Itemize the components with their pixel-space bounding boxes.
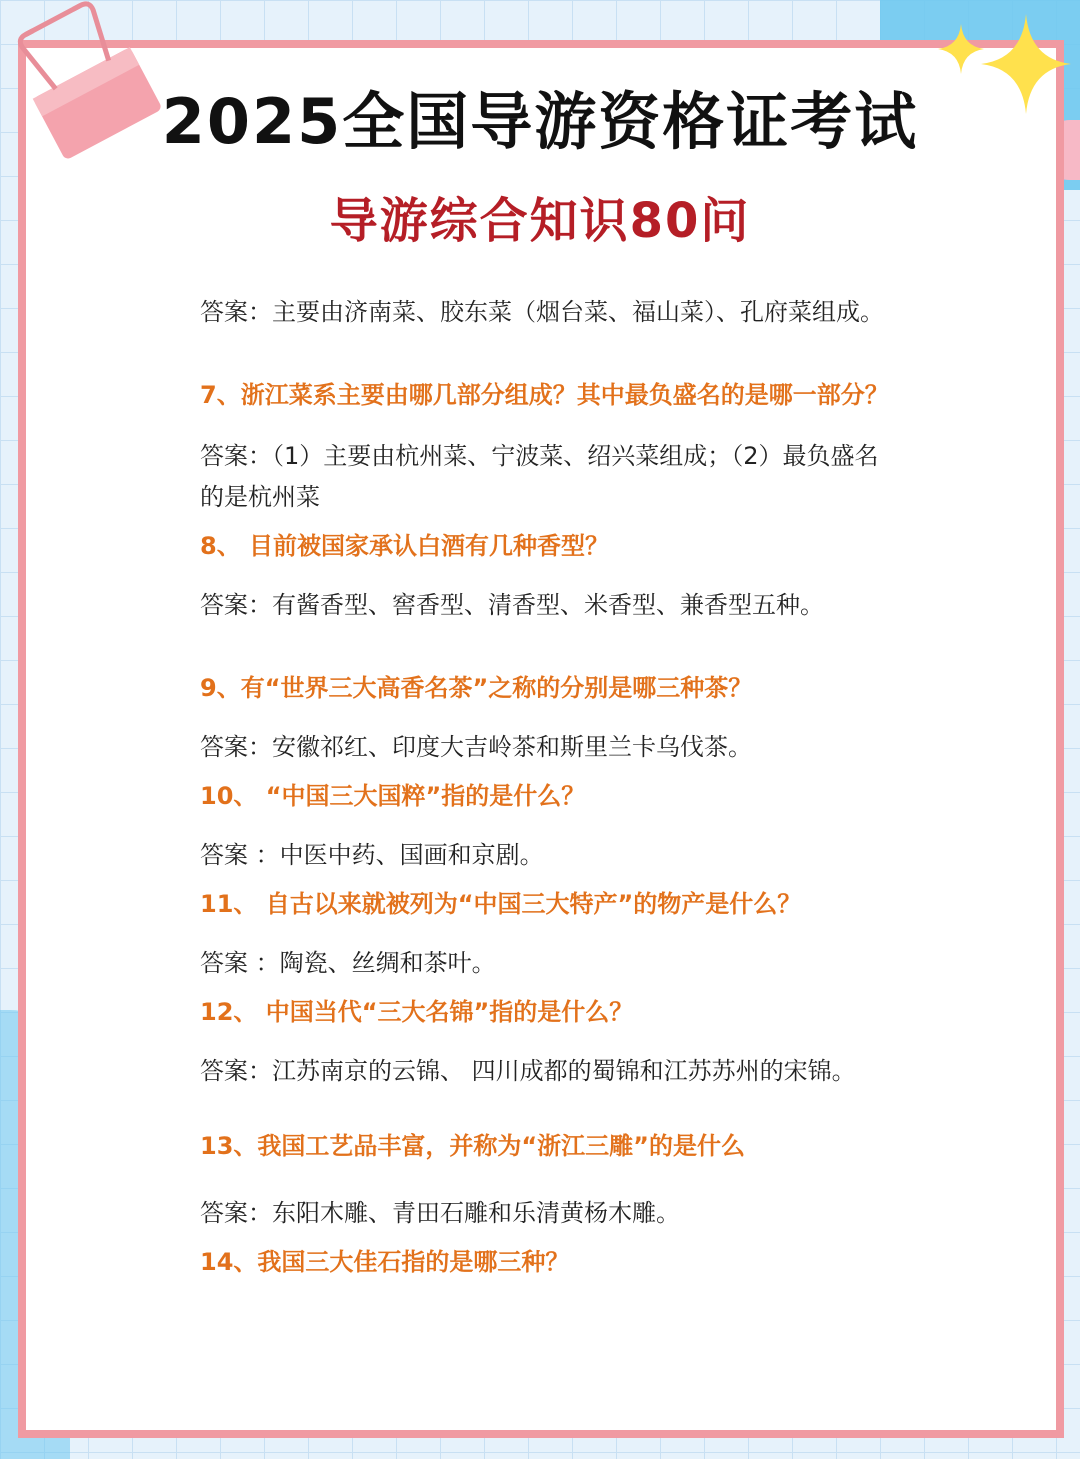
question-text: 14、我国三大佳石指的是哪三种？ [200, 1248, 570, 1276]
answer-text: 答案：东阳木雕、青田石雕和乐清黄杨木雕。 [200, 1199, 680, 1227]
qa-list [200, 292, 890, 1283]
answer-text: 答案：有酱香型、窖香型、清香型、米香型、兼香型五种。 [200, 591, 824, 619]
question-text: 7、浙江菜系主要由哪几部分组成？其中最负盛名的是哪一部分？ [200, 381, 889, 409]
question-text: 10、 “中国三大国粹”指的是什么？ [200, 782, 586, 810]
answer-text: 答案：（1）主要由杭州菜、宁波菜、绍兴菜组成；（2）最负盛名的是杭州菜 [200, 442, 879, 511]
answer-text: 答案 ：陶瓷、丝绸和茶叶。 [200, 949, 496, 977]
page-subtitle: 导游综合知识80问 [329, 193, 751, 249]
question-text: 13、我国工艺品丰富，并称为“浙江三雕”的是什么 [200, 1132, 745, 1160]
question-text: 9、有“世界三大高香名茶”之称的分别是哪三种茶？ [200, 674, 753, 702]
question-text: 8、 目前被国家承认白酒有几种香型？ [200, 532, 610, 560]
answer-text: 答案：安徽祁红、印度大吉岭茶和斯里兰卡乌伐茶。 [200, 733, 752, 761]
question-text: 11、 自古以来就被列为“中国三大特产”的物产是什么？ [200, 890, 802, 918]
answer-text: 答案：江苏南京的云锦、 四川成都的蜀锦和江苏苏州的宋锦。 [200, 1057, 856, 1085]
answer-text: 答案：主要由济南菜、胶东菜（烟台菜、福山菜）、孔府菜组成。 [200, 298, 884, 326]
answer-text: 答案 ：中医中药、国画和京剧。 [200, 841, 544, 869]
page-title: 2025全国导游资格证考试 [161, 85, 919, 158]
question-text: 12、 中国当代“三大名锦”指的是什么？ [200, 998, 634, 1026]
